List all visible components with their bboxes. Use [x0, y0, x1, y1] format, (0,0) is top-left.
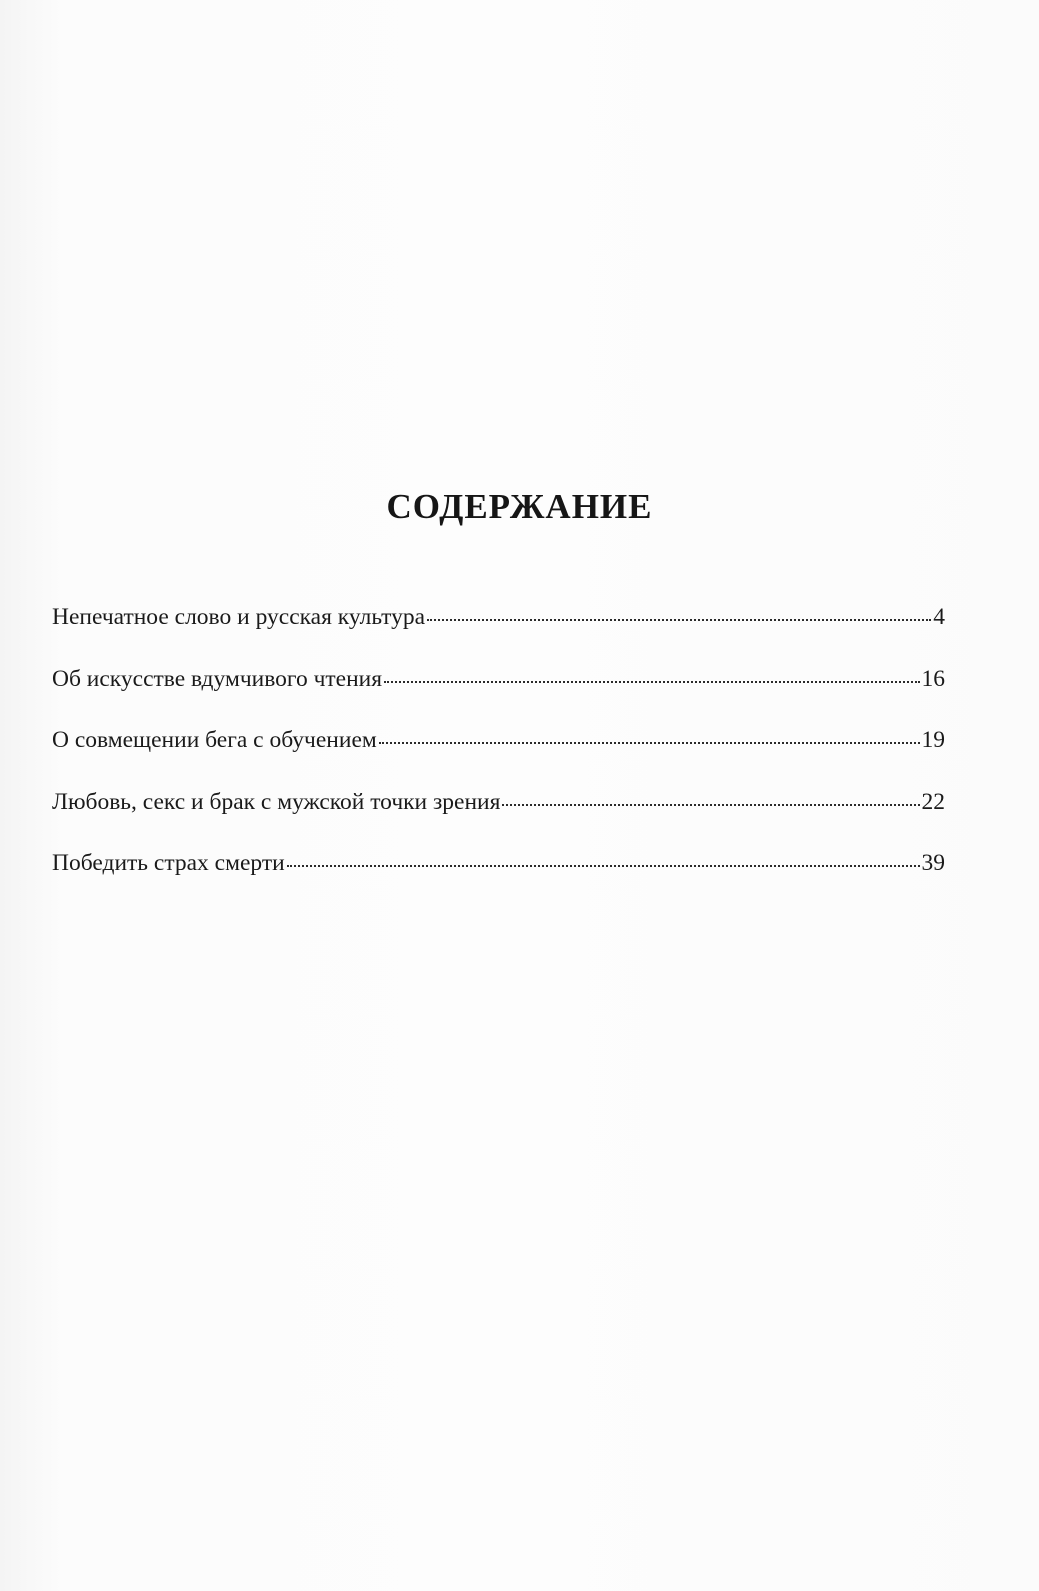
toc-list [52, 604, 945, 912]
toc-entry-page: 16 [921, 665, 945, 692]
toc-entry [52, 727, 945, 789]
toc-entry-title: Победить страх смерти [52, 850, 285, 876]
toc-entry-title: Любовь, секс и брак с мужской точки зрения [52, 788, 501, 815]
dot-leader [287, 864, 920, 867]
toc-entry [52, 604, 945, 666]
toc-entry-page: 4 [933, 604, 945, 630]
toc-entry-page: 22 [921, 788, 945, 815]
toc-entry [52, 666, 945, 728]
toc-entry [52, 850, 945, 912]
toc-entry-page: 19 [921, 727, 945, 753]
toc-entry-title: Непечатное слово и русская культура [52, 604, 426, 630]
dot-leader [384, 680, 919, 683]
dot-leader [427, 618, 931, 621]
toc-entry-title: Об искусстве вдумчивого чтения [52, 665, 383, 692]
toc-entry-page: 39 [921, 850, 945, 876]
dot-leader [502, 803, 919, 806]
dot-leader [379, 741, 920, 744]
toc-entry [52, 789, 945, 851]
toc-entry-title: О совмещении бега с обучением [52, 727, 377, 753]
toc-heading: СОДЕРЖАНИЕ [386, 487, 653, 526]
